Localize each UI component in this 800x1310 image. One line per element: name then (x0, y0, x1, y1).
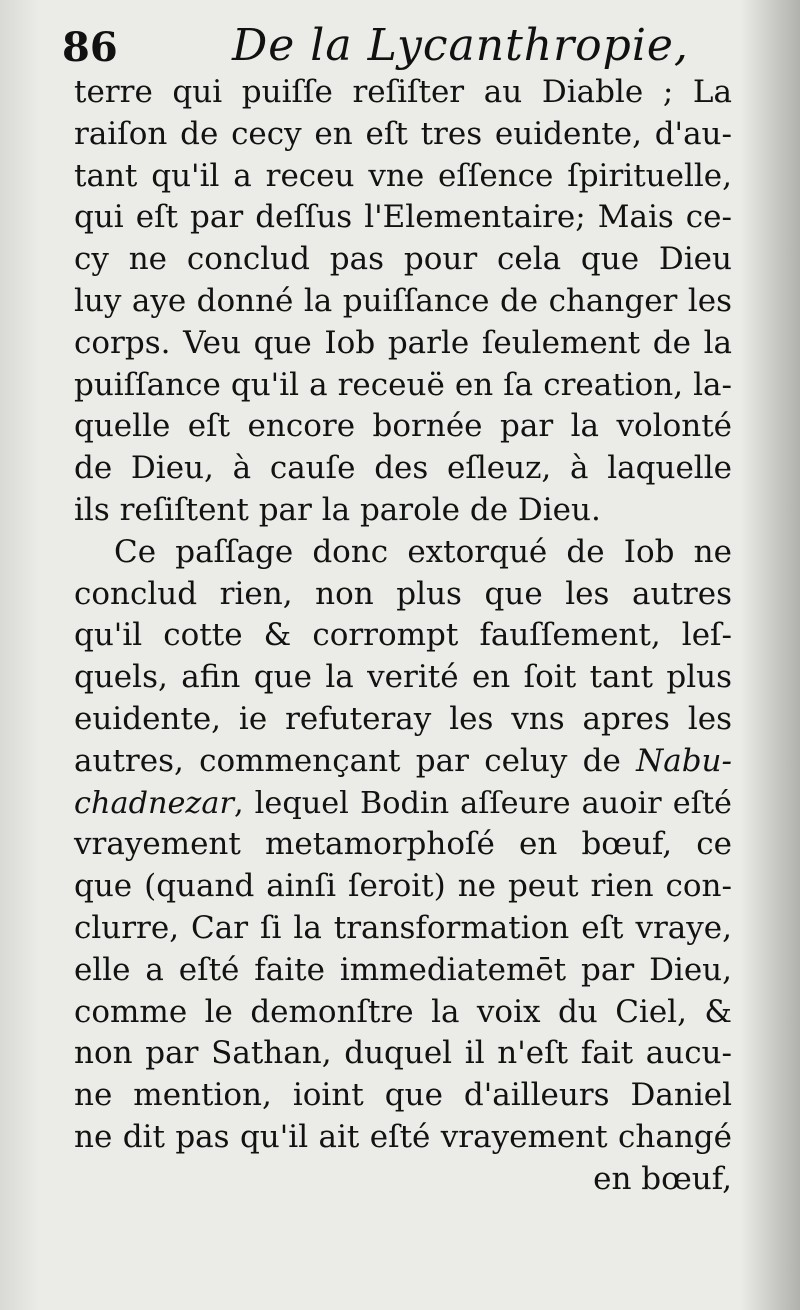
page-edge-shadow-right (740, 0, 800, 1310)
text-line (74, 783, 732, 825)
text-line: qui eſt par deſſus l'Elementaire; Mais ce- (74, 199, 732, 236)
running-title: De la Lycanthropie, (232, 20, 689, 71)
text-line: quels, afin que la verité en ſoit tant plus (74, 659, 732, 696)
text-line: cy ne conclud pas pour cela que Dieu (74, 241, 732, 278)
text-line: luy aye donné la puiſſance de changer les (74, 282, 732, 319)
text-line: clurre, Car ſi la transformation eſt vraye, (74, 909, 732, 946)
text-line: raiſon de cecy en eſt tres euidente, d'au- (74, 115, 732, 152)
italic-name: Nabu- (636, 742, 732, 779)
text-line: tant qu'il a receu vne eſſence ſpirituelle, (74, 157, 732, 194)
paragraph-start-line: Ce paſſage donc extorqué de Iob ne (114, 533, 732, 570)
text-line: ne dit pas qu'il ait eſté vrayement changé (74, 1118, 732, 1155)
text-segment: , lequel Bodin aſſeure auoir eſté (233, 785, 732, 821)
page-header (62, 18, 742, 74)
text-line: que (quand ainſi ſeroit) ne peut rien con- (74, 868, 732, 905)
text-line: de Dieu, à cauſe des eſleuz, à laquelle (74, 450, 732, 487)
body-text (74, 72, 732, 1201)
page-number: 86 (62, 24, 118, 71)
catchword: en bœuf, (593, 1160, 732, 1197)
text-line: non par Sathan, duquel il n'eſt fait aucu- (74, 1035, 732, 1072)
text-line: conclud rien, non plus que les autres (74, 575, 732, 612)
paragraph-end-line: ils reſiſtent par la parole de Dieu. (74, 491, 601, 528)
text-line: puiſſance qu'il a receuë en ſa creation, la- (74, 366, 732, 403)
text-segment: autres, commençant par celuy de (74, 742, 637, 779)
text-line: comme le demonſtre la voix du Ciel, & (74, 993, 732, 1030)
page-edge-shadow-left (0, 0, 40, 1310)
text-line: ne mention, ioint que d'ailleurs Daniel (74, 1077, 732, 1114)
text-line: quelle eſt encore bornée par la volonté (74, 408, 732, 445)
text-line: qu'il cotte & corrompt fauſſement, leſ- (74, 617, 732, 654)
text-line: euidente, ie refuteray les vns apres les (74, 700, 732, 737)
italic-name: chadnezar (74, 785, 234, 821)
text-line (74, 741, 732, 783)
text-line: terre qui puiſſe reſiſter au Diable ; La (74, 74, 732, 110)
text-line: vrayement metamorphoſé en bœuf, ce (74, 826, 732, 863)
text-line: elle a eſté faite immediatemēt par Dieu, (74, 951, 732, 988)
text-line: corps. Veu que Iob parle ſeulement de la (74, 324, 732, 361)
